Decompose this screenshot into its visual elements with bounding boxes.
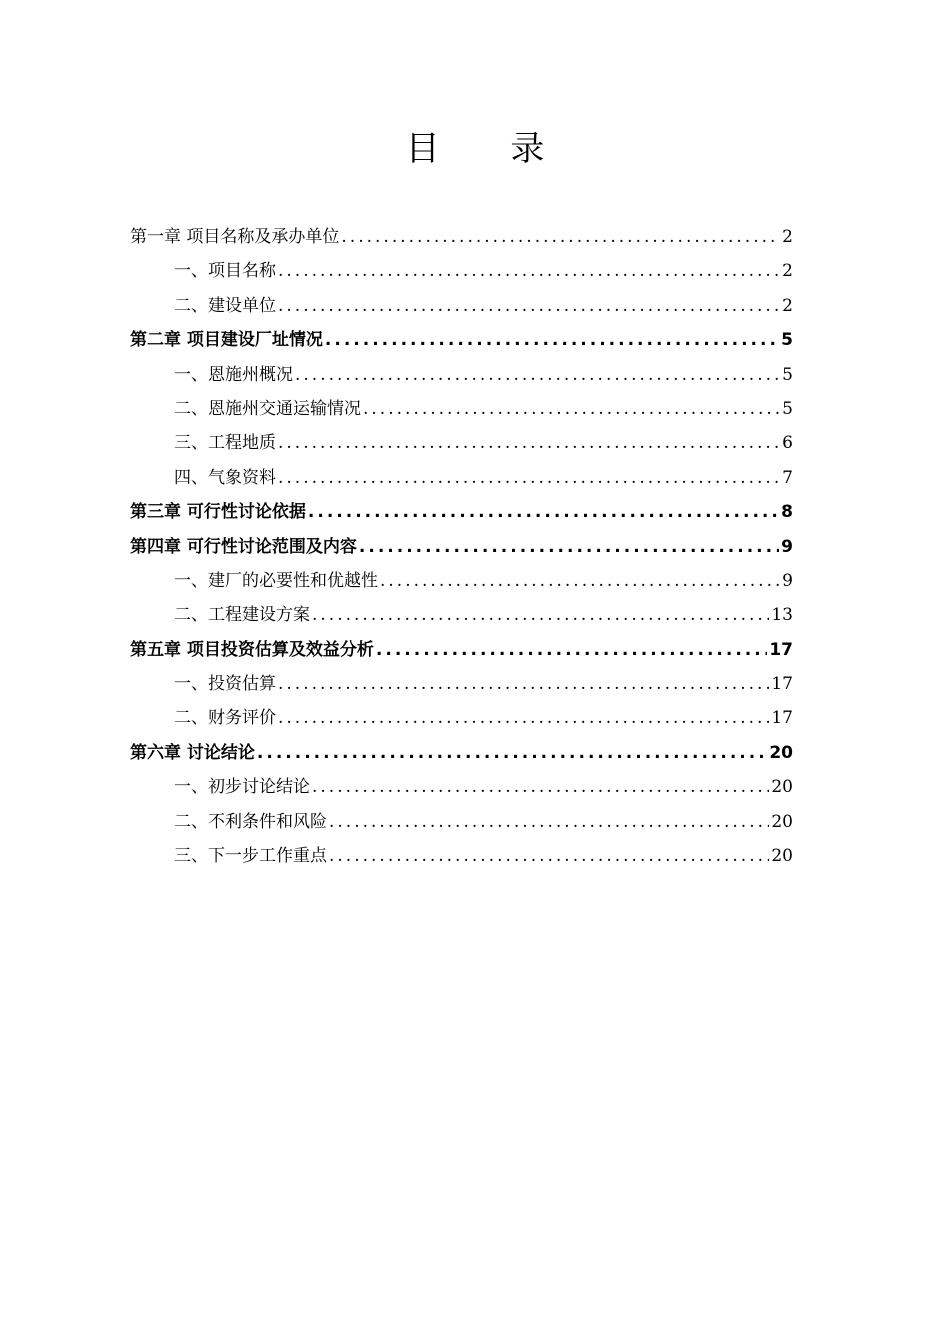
table-of-contents: [130, 220, 793, 873]
toc-entry-label: 二、建设单位: [174, 295, 276, 316]
toc-page-number: 5: [782, 398, 793, 419]
toc-page-number: 2: [782, 295, 793, 316]
toc-entry-label: 第二章 项目建设厂址情况: [130, 330, 323, 351]
toc-entry-label: 一、投资估算: [174, 674, 276, 695]
toc-entry-label: 四、气象资料: [174, 467, 276, 488]
toc-entry-label: 三、工程地质: [174, 433, 276, 454]
toc-section-entry[interactable]: [130, 289, 793, 323]
toc-section-entry[interactable]: [130, 358, 793, 392]
toc-dot-leader: [312, 598, 769, 632]
toc-page-number: 5: [781, 330, 793, 351]
toc-section-entry[interactable]: [130, 701, 793, 735]
toc-dot-leader: [278, 667, 769, 701]
toc-dot-leader: [325, 323, 779, 357]
toc-chapter-entry[interactable]: [130, 495, 793, 529]
toc-page-number: 5: [782, 364, 793, 385]
toc-dot-leader: [278, 461, 780, 495]
toc-dot-leader: [278, 254, 780, 288]
toc-dot-leader: [363, 392, 780, 426]
toc-section-entry[interactable]: [130, 392, 793, 426]
toc-entry-label: 一、建厂的必要性和优越性: [174, 570, 378, 591]
toc-dot-leader: [295, 358, 780, 392]
toc-page-number: 8: [781, 502, 793, 523]
toc-page-number: 6: [782, 433, 793, 454]
toc-dot-leader: [329, 805, 769, 839]
toc-page-number: 20: [769, 742, 793, 763]
toc-chapter-entry[interactable]: [130, 530, 793, 564]
toc-entry-label: 一、初步讨论结论: [174, 777, 310, 798]
toc-entry-label: 第五章 项目投资估算及效益分析: [130, 639, 374, 660]
toc-entry-label: 第四章 可行性讨论范围及内容: [130, 536, 357, 557]
toc-entry-label: 第一章 项目名称及承办单位: [130, 227, 340, 247]
toc-dot-leader: [278, 701, 769, 735]
toc-dot-leader: [329, 839, 769, 873]
toc-page-number: 7: [782, 467, 793, 488]
toc-page-number: 20: [771, 811, 793, 832]
toc-section-entry[interactable]: [130, 598, 793, 632]
toc-section-entry[interactable]: [130, 461, 793, 495]
toc-page-number: 9: [782, 570, 793, 591]
toc-entry-label: 二、工程建设方案: [174, 605, 310, 626]
toc-section-entry[interactable]: [130, 667, 793, 701]
toc-page-number: 2: [782, 261, 793, 282]
toc-chapter-entry[interactable]: [130, 323, 793, 357]
toc-dot-leader: [341, 220, 780, 254]
toc-chapter-entry[interactable]: [130, 633, 793, 667]
toc-dot-leader: [308, 495, 779, 529]
toc-dot-leader: [312, 770, 769, 804]
toc-page-number: 17: [771, 708, 793, 729]
toc-entry-label: 一、项目名称: [174, 261, 276, 282]
toc-dot-leader: [278, 289, 780, 323]
toc-entry-label: 三、下一步工作重点: [174, 846, 327, 867]
toc-entry-label: 一、恩施州概况: [174, 364, 293, 385]
toc-title: 目 录: [405, 129, 575, 169]
toc-dot-leader: [257, 736, 767, 770]
toc-page-number: 17: [771, 674, 793, 695]
toc-section-entry[interactable]: [130, 426, 793, 460]
toc-section-entry[interactable]: [130, 770, 793, 804]
toc-dot-leader: [278, 426, 780, 460]
toc-section-entry[interactable]: [130, 839, 793, 873]
toc-entry-label: 二、财务评价: [174, 708, 276, 729]
toc-entry-label: 二、恩施州交通运输情况: [174, 398, 361, 419]
toc-chapter-entry[interactable]: [130, 220, 793, 254]
toc-dot-leader: [380, 564, 780, 598]
toc-dot-leader: [359, 530, 779, 564]
toc-section-entry[interactable]: [130, 564, 793, 598]
toc-page-number: 2: [782, 227, 793, 247]
toc-section-entry[interactable]: [130, 805, 793, 839]
toc-dot-leader: [376, 633, 767, 667]
toc-chapter-entry[interactable]: [130, 736, 793, 770]
toc-page-number: 9: [781, 536, 793, 557]
toc-entry-label: 二、不利条件和风险: [174, 811, 327, 832]
toc-page-number: 20: [771, 777, 793, 798]
toc-page-number: 17: [769, 639, 793, 660]
toc-section-entry[interactable]: [130, 254, 793, 288]
toc-entry-label: 第三章 可行性讨论依据: [130, 502, 306, 523]
toc-page-number: 20: [771, 846, 793, 867]
toc-entry-label: 第六章 讨论结论: [130, 742, 255, 763]
toc-page-number: 13: [771, 605, 793, 626]
